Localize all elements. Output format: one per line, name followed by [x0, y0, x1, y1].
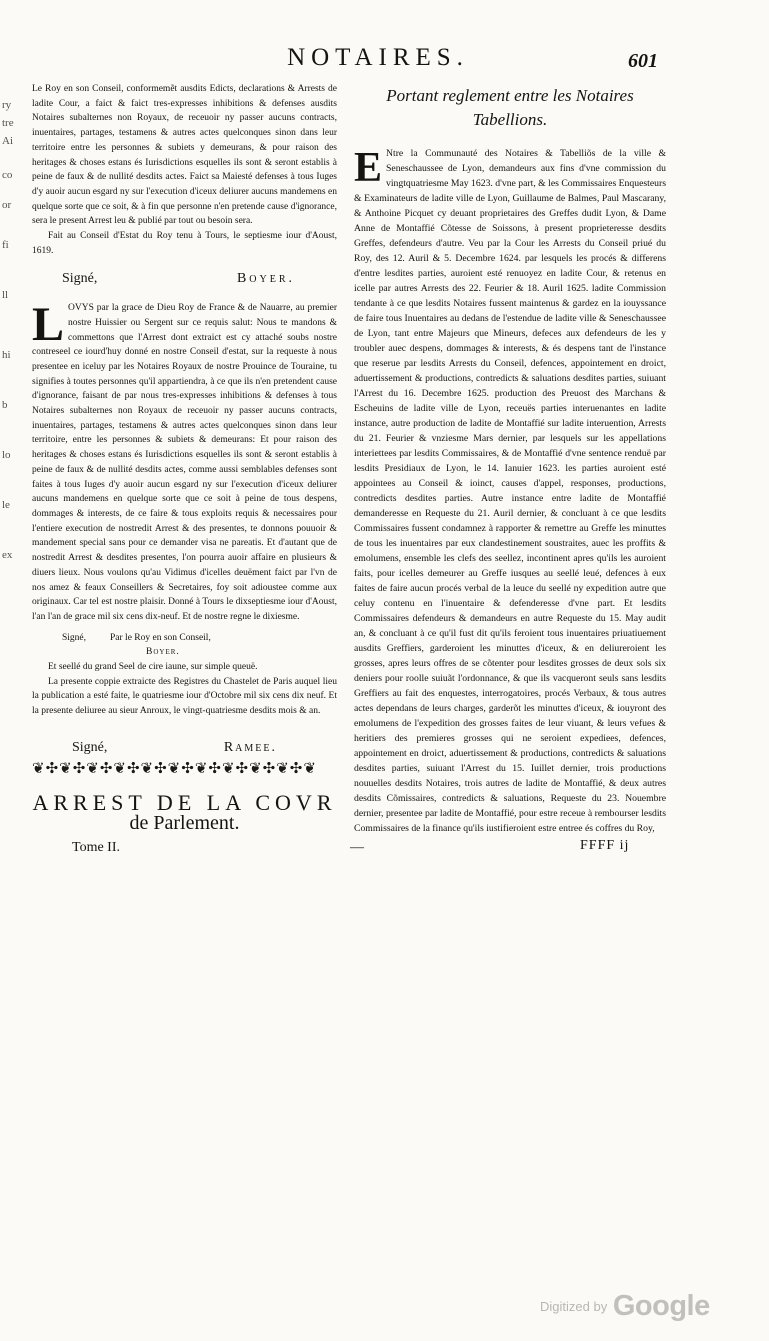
margin-mark: ex — [2, 549, 13, 561]
running-head: NOTAIRES. — [287, 44, 469, 71]
royal-letter-text: par la grace de Dieu Roy de France & de Nauarre, au premier nostre Huissier ou Sergent sur ce requis salut: Nous te mandons & commettons que l'Arrest dont extraict est cy attaché soubs nostre contreseel ce iourd'huy donné en nostre Conseil d'estat, sur la requeste à nous presentee en iceluy par les Notaires Royaux de nostre Prouince de Touraine, tu signifies à toutes personnes qu'il appartiendra, à ce que ils n'en pretendent cause d'ignorance, faisant de par nous tres-expresses inhibitions & defenses à tous Notaires subalternes non Royaux de receuoir ny passer aucuns contracts, inuentaires, partages, testamens & autres actes quelconques sinon dans leur territoire, entre les personnes & subiets & demeurans: Et pour raison des heritages & choses estans és Iurisdictions esquelles ils sont & seront establis à peine de faux & de nullité desdits actes, comme aussi semblables defenses sont faites à tous Iuges d'y auoir aucun esgard ny sur l'execution d'iceux deliurer aucuns mandemens en quelque sorte que ce soit à peine de tous despens, dommages & interests, de ce faire & tous exploits requis & necessaires pour l'entiere execution de nostredit Arrest & des presentes, te donnons pouuoir & mandement special sans pour ce demander visa ne pareatis. Et d'autant que de nostredit Arrest & desdites presentes, l'on pourra auoir affaire en plusieurs & diuers lieux. Nous voulons qu'au Vidimus d'icelles deuëment faict par l'vn de nos amez & feaux Conseillers & Secretaires, foy soit adioustee comme aux originaux. Car tel est nostre plaisir. Donné à Tours le dixseptiesme iour d'Aoust, l'an l'an de grace mil six cens dix-neuf. Et de nostre regne le dixiesme. — [32, 303, 337, 622]
printer-signature-mark: FFFF ij — [580, 838, 630, 853]
section-title: ARREST DE LA COVR — [32, 789, 337, 815]
signature-line-3 — [72, 741, 277, 756]
decree-text — [354, 146, 666, 836]
signature-text: Par le Roy en son Conseil, — [110, 632, 211, 643]
margin-mark: Ai — [2, 135, 13, 147]
signature-line-1 — [62, 272, 295, 287]
signature-label: Signé, — [72, 739, 108, 755]
margin-mark: tre — [2, 117, 14, 129]
signatory-name: Boyer. — [236, 271, 295, 287]
margin-mark: co — [2, 169, 13, 181]
page-number: 601 — [628, 50, 658, 72]
margin-mark: fi — [2, 239, 9, 251]
copy-note: La presente coppie extraicte des Registres du Chastelet de Paris auquel lieu la publication a esté faite, le quatriesme iour d'Octobre mil six cens dix neuf. Et la presente deliuree au sieur Anroux, le vingt-quatriesme desdits mois & an. — [32, 676, 337, 717]
margin-mark: hi — [2, 349, 11, 361]
volume-mark: Tome II. — [72, 840, 121, 855]
king-name: OVYS — [68, 303, 94, 314]
digitized-label: Digitized by — [540, 1299, 608, 1314]
margin-mark: b — [2, 399, 8, 411]
section-heading: Portant reglement entre les Notaires Tabellions. — [386, 86, 634, 129]
signatory-name: Ramee. — [223, 739, 277, 755]
left-column — [32, 82, 337, 835]
signature-label: Signé, — [62, 271, 98, 287]
margin-mark: ll — [2, 289, 9, 301]
left-margin-bleed — [0, 90, 18, 610]
digitized-by-watermark — [540, 1290, 710, 1323]
seal-note: Et seellé du grand Seel de cire iaune, sur simple queuë. — [48, 662, 258, 673]
signatory-name: Boyer. — [146, 647, 180, 658]
continuation-dash: — — [350, 840, 364, 855]
google-logo: Google — [612, 1290, 710, 1322]
left-paragraph-1: Le Roy en son Conseil, conformemẽt ausdits Edicts, declarations & Arrests de ladite Cour, a faict & faict tres-expresses inhibitions & defenses ausdits Notaires subalternes non Royaux, de receuoir ny passer aucuns contracts, inuentaires, partages, testamens & autres actes quelconques sinon dans leur territoire entre les personnes & subiets y demeurans, & pour raison des heritages & choses estans és Iurisdictions esquelles ils sont & seront establis à peine de faux & de nullité desdits actes. Faict sa Maiesté defenses à tous Iuges d'y auoir aucun esgard ny sur l'execution d'iceux deliurer aucuns mandemens en quelque sorte que ce soit, & à fin que personne n'en pretende cause d'ignorance, sera le present Arrest leu & publié par tout ou besoin sera. — [32, 84, 337, 227]
signature-block-2 — [62, 631, 337, 660]
margin-mark: lo — [2, 449, 11, 461]
left-paragraph-2: Fait au Conseil d'Estat du Roy tenu à Tours, le septiesme iour d'Aoust, 1619. — [32, 231, 337, 256]
margin-mark: le — [2, 499, 10, 511]
signature-label: Signé, — [62, 632, 87, 643]
decorative-border-ornament: ❦✣❦✣❦✣❦✣❦✣❦✣❦✣❦✣❦✣❦✣❦ — [32, 761, 317, 777]
margin-mark: or — [2, 199, 12, 211]
royal-letter — [32, 298, 337, 624]
margin-mark: ry — [2, 99, 12, 111]
drop-capital: L — [32, 298, 65, 352]
drop-capital: E — [354, 145, 383, 191]
right-column — [354, 82, 666, 836]
section-subtitle: de Parlement. — [129, 812, 240, 835]
decree-body: Ntre la Communauté des Notaires & Tabelliõs de la ville & Seneschaussee de Lyon, demandeurs aux fins d'vne commission du vingtquatriesme May 1623. d'vne part, & les Commissaires Enquesteurs & Examinateurs de ladite ville de Lyon, Guillaume de Balmes, Paul Mascarany, & Anthoine Picquet cy deuant proprietaires des Greffes dudit Lyon, & Dame Anne de Montaffié Cõtesse de Soissons, à present proprieteresse desdits Greffes, defendeurs d'autre. Veu par la Cour les Arrests du Conseil priué du Roy, des 12. Auril & 5. Decembre 1624. par lesquels les procés & differens d'entre lesdites parties, auroient esté renuoyez en ladite Cour, & retenus en icelle par autres Arrests des 22. Feurier & 18. Auril 1625. ladite Commission tendante à ce que lesdits Notaires fussent maintenus & gardez en la iouyssance de faire tous Inuentaires au dedans de l'estendue de ladite ville & Seneschaussee de Lyon, tant entre Majeurs que Mineurs, defeces aux defendeurs de les y troubler auec despens, dommages & interests, & és despens tant de l'instance que reserue par lesdits Arrests du Conseil, defences, appointement en droict, aduertissement & productions, contredicts & saluations desdites parties, suiuant l'Arrest du 16. Decembre 1625. production des Preuost des Marchans & Escheuins de ladite ville de Lyon, receuës parties interuenantes en ladite instance, autre production de ladite de Montaffié sur ladite interuention, Arrests du 21. Feurier & vnziesme Mars dernier, par lesquels sur les appellations interiettees par lesdits Commissaires, & de Montaffié d'vne sentence renduë par lesdits Presidiaux de Lyon, le 14. Ianuier 1623. les parties auroient esté appointees au Conseil & ioinct, causes d'appel, responses, productions, contredicts desdites parties. Autre instance entre ladite de Montaffié demanderesse en Requeste du 21. Auril dernier, & concluant à ce que lesdits Commissaires fussent condamnez à rapporter & remettre au Greffe les minuttes de tous les inuentaires par eux clandestinement soustraites, auec les proffits & emolumens, ensemble les clefs des seellez, incontinent apres qu'ils les auroient faits, pour icelles demeurer au Greffe iusques au seellé leué, defences à eux faites de faire aucun procés verbal de la leuce du seellé ny expedition autre que celuy contenu en l'inuentaire & defenderesse d'vne part. Et lesdits Commissaires defendeurs & demandeurs en autre Requeste du 15. May audit an, & concluant à ce qu'il fust dit qu'ils feroient tous inuentaires priuatiuement ausdits Greffiers, garderoient les minuttes d'iceux, & en deliureroient les grosses, apres leurs offres de se cõtenter pour lesdites grosses de deux sols six deniers pour roolle suiuãt l'ordonnance, & que ils vacqueront seuls sans lesdits Greffiers au fait des enquestes, interrogatoires, procés Verbaux, & tous autres actes dependans de leurs charges, garderõt les minuttes d'iceux, & iouyront des emolumens de l'expedition des grosses faites de leur viuant, & leurs vefues & heritiers des premieres grosses qui ne seroient expediees, defences, appointement en droict, aduertissement & productions, contredicts & saluations desdites parties, suiuant l'Arrest du 15. Iuillet dernier, trois productions nouuelles desdits Notaires, trois autres de ladite de Montaffié, & deux autres desdits Cõmissaires, contredicts & saluations, Requeste du 23. Nouembre dernier, presentee par ladite de Montaffié, pour estre receue à rembourser lesdits Commissaires de la finance qu'ils iustifieroient estre entree és coffres du Roy, — [354, 148, 666, 834]
